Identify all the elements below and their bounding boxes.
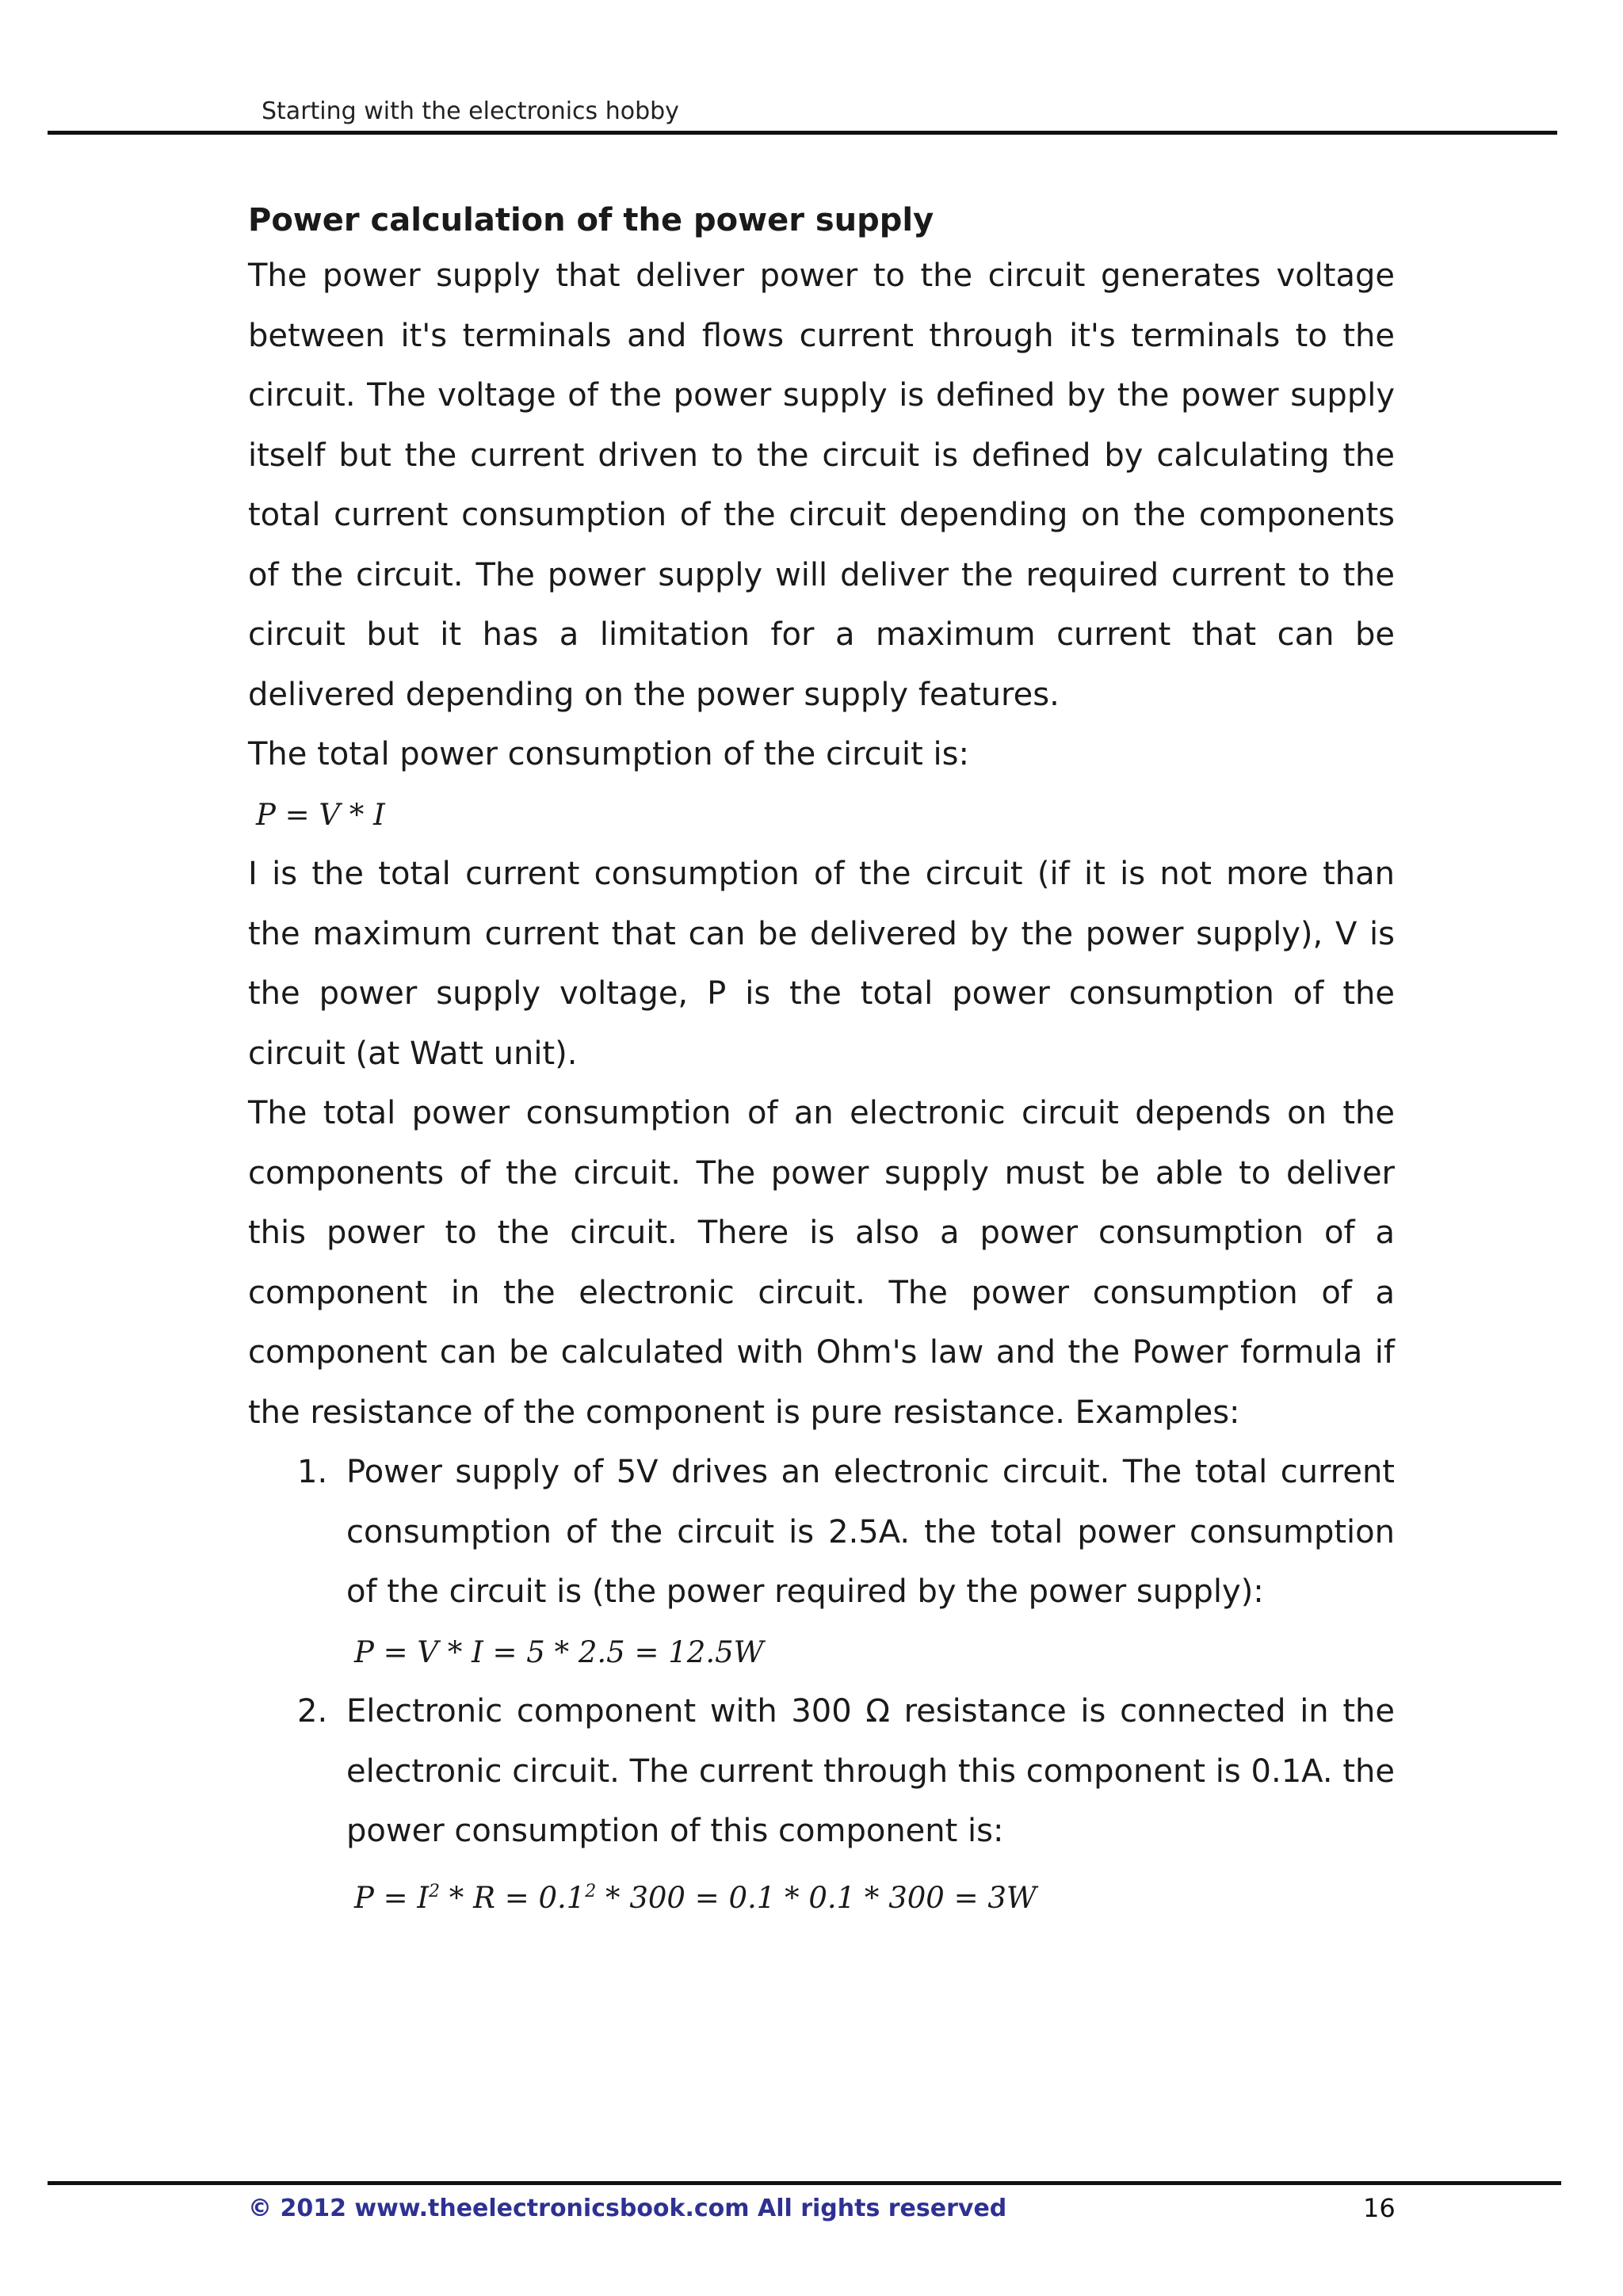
formula-exponent: 2 xyxy=(429,1881,441,1901)
formula-part: * 300 = 0.1 * 0.1 * 300 = 3W xyxy=(596,1880,1037,1915)
formula-exponent: 2 xyxy=(585,1881,597,1901)
running-header: Starting with the electronics hobby xyxy=(262,97,679,125)
formula-part: P = I xyxy=(354,1880,430,1915)
list-number: 2. xyxy=(297,1693,328,1730)
example-text: Electronic component with 300 Ω resistance is connected in the electronic circuit. The current through this component is 0.1A. the power consumption of this component is: xyxy=(346,1693,1395,1849)
page-number: 16 xyxy=(1363,2193,1396,2223)
copyright-notice: © 2012 www.theelectronicsbook.com All rights reserved xyxy=(248,2195,1007,2222)
intro-paragraph: The power supply that deliver power to the circuit generates voltage between it's terminals and flows current through it's terminals to the circuit. The voltage of the power supply is defined by the power supply itself but the current driven to the circuit is defined by calculating the total current consumption of the circuit depending on the components of the circuit. The power supply will deliver the required current to the circuit but it has a limitation for a maximum current that can be delivered depending on the power supply features. xyxy=(248,257,1395,713)
section-heading: Power calculation of the power supply xyxy=(248,202,934,238)
component-paragraph: The total power consumption of an electronic circuit depends on the components of the circuit. The power supply must be able to deliver this power to the circuit. There is also a power consumption of a component in the electronic circuit. The power consumption of a component can be calculated with Ohm's law and the Power formula if the resistance of the component is pure resistance. Examples: xyxy=(248,1095,1395,1431)
header-rule xyxy=(48,131,1557,135)
power-formula: P = V * I xyxy=(256,797,385,832)
list-item xyxy=(248,1682,1395,1928)
list-number: 1. xyxy=(297,1454,328,1490)
formula-part: * R = 0.1 xyxy=(440,1880,586,1915)
example-formula xyxy=(346,1862,1395,1928)
list-item xyxy=(248,1443,1395,1682)
footer-rule xyxy=(48,2181,1561,2185)
lead-in-paragraph: The total power consumption of the circuit is: xyxy=(248,736,969,772)
explanation-paragraph: I is the total current consumption of the circuit (if it is not more than the maximum current that can be delivered by the power supply), V is the power supply voltage, P is the total power consumption of the circuit (at Watt unit). xyxy=(248,856,1395,1072)
examples-list xyxy=(248,1443,1395,1928)
example-text: Power supply of 5V drives an electronic circuit. The total current consumption of the circuit is 2.5A. the total power consumption of the circuit is (the power required by the power supply): xyxy=(346,1454,1395,1610)
page-content xyxy=(248,194,1395,1928)
example-formula: P = V * I = 5 * 2.5 = 12.5W xyxy=(354,1634,764,1669)
